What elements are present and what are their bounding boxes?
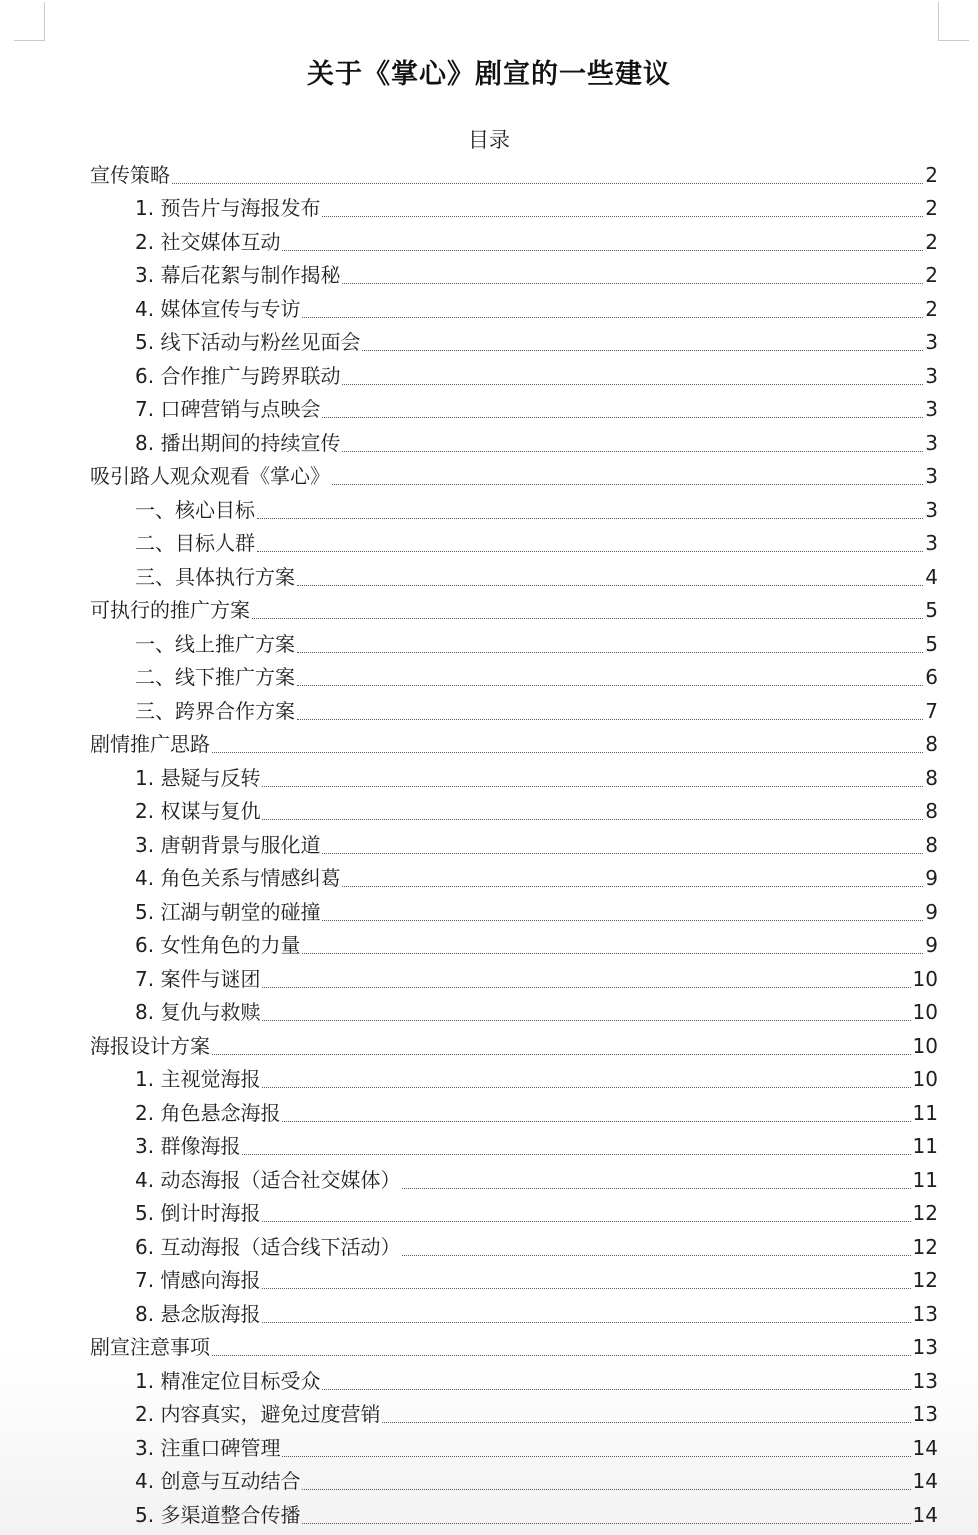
toc-subsection-entry[interactable]	[90, 1496, 938, 1530]
toc-page-number: 14	[912, 1502, 938, 1527]
toc-subsection-entry[interactable]	[90, 1228, 938, 1262]
toc-dot-leader	[282, 1121, 910, 1122]
toc-page-number: 8	[925, 799, 938, 823]
toc-page-number: 14	[912, 1435, 938, 1460]
toc-subsection-entry[interactable]	[90, 1429, 938, 1463]
toc-page-number: 13	[912, 1368, 938, 1393]
toc-dot-leader	[302, 1523, 910, 1524]
toc-entry-label: 4. 创意与互动结合	[135, 1469, 301, 1493]
toc-subsection-entry[interactable]	[90, 558, 938, 592]
toc-entry-label: 3. 群像海报	[135, 1134, 241, 1158]
toc-entry-label: 8. 播出期间的持续宣传	[135, 430, 341, 455]
toc-dot-leader	[282, 250, 923, 251]
toc-entry-label: 5. 线下活动与粉丝见面会	[135, 330, 361, 354]
toc-dot-leader	[262, 1221, 910, 1222]
toc-subsection-entry[interactable]	[90, 759, 938, 793]
toc-dot-leader	[302, 1489, 910, 1490]
toc-page-number: 6	[925, 665, 938, 689]
toc-entry-label: 2. 内容真实，避免过度营销	[135, 1402, 381, 1426]
toc-entry-label: 一、核心目标	[135, 497, 255, 522]
toc-page-number: 13	[912, 1301, 938, 1326]
toc-subsection-entry[interactable]	[90, 1161, 938, 1195]
toc-dot-leader	[262, 819, 923, 820]
toc-dot-leader	[302, 953, 923, 954]
toc-entry-label: 可执行的推广方案	[90, 598, 250, 622]
toc-entry-label: 2. 角色悬念海报	[135, 1100, 281, 1125]
toc-dot-leader	[322, 853, 923, 854]
toc-dot-leader	[262, 1288, 910, 1289]
toc-page-number: 2	[925, 162, 938, 187]
toc-entry-label: 4. 媒体宣传与专访	[135, 296, 301, 321]
toc-entry-label: 1. 精准定位目标受众	[135, 1368, 321, 1393]
toc-page-number: 3	[925, 363, 938, 388]
document-title: 关于《掌心》剧宣的一些建议	[307, 59, 671, 90]
crop-mark-top-right	[938, 2, 969, 41]
toc-dot-leader	[262, 987, 910, 988]
toc-subsection-entry[interactable]	[90, 257, 938, 291]
toc-dot-leader	[322, 216, 923, 217]
toc-page-number: 14	[912, 1469, 938, 1493]
toc-section-entry[interactable]	[90, 156, 938, 190]
toc-entry-label: 3. 注重口碑管理	[135, 1435, 281, 1460]
toc-page-number: 10	[912, 1067, 938, 1091]
toc-entry-label: 剧情推广思路	[90, 732, 210, 756]
toc-entry-label: 2. 权谋与复仇	[135, 799, 261, 823]
toc-page-number: 11	[912, 1134, 938, 1158]
toc-page-number: 4	[925, 564, 938, 589]
toc-page-number: 13	[912, 1335, 938, 1359]
toc-subsection-entry[interactable]	[90, 223, 938, 257]
toc-entry-label: 1. 预告片与海报发布	[135, 196, 321, 220]
toc-subsection-entry[interactable]	[90, 290, 938, 324]
toc-page-number: 8	[925, 765, 938, 790]
toc-entry-label: 海报设计方案	[90, 1033, 210, 1058]
toc-entry-label: 6. 合作推广与跨界联动	[135, 363, 341, 388]
toc-entry-label: 5. 江湖与朝堂的碰撞	[135, 899, 321, 924]
toc-dot-leader	[322, 417, 923, 418]
toc-subsection-entry[interactable]	[90, 1362, 938, 1396]
toc-entry-label: 8. 悬念版海报	[135, 1301, 261, 1326]
toc-entry-label: 7. 情感向海报	[135, 1268, 261, 1292]
toc-entry-label: 二、线下推广方案	[135, 665, 295, 689]
toc-dot-leader	[302, 317, 923, 318]
toc-dot-leader	[172, 183, 923, 184]
table-of-contents	[90, 156, 938, 1530]
toc-dot-leader	[402, 1188, 910, 1189]
toc-dot-leader	[297, 685, 923, 686]
toc-entry-label: 6. 女性角色的力量	[135, 933, 301, 957]
toc-subsection-entry[interactable]	[90, 1396, 938, 1430]
toc-page-number: 3	[925, 330, 938, 354]
toc-subsection-entry[interactable]	[90, 357, 938, 391]
toc-page-number: 2	[925, 196, 938, 220]
toc-subsection-entry[interactable]	[90, 1463, 938, 1497]
toc-entry-label: 6. 互动海报（适合线下活动）	[135, 1234, 401, 1259]
toc-page-number: 5	[925, 598, 938, 622]
toc-page-number: 11	[912, 1100, 938, 1125]
toc-dot-leader	[262, 1322, 910, 1323]
toc-subsection-entry[interactable]	[90, 692, 938, 726]
toc-page-number: 10	[912, 966, 938, 991]
toc-entry-label: 7. 案件与谜团	[135, 966, 261, 991]
toc-entry-label: 5. 多渠道整合传播	[135, 1502, 301, 1527]
toc-entry-label: 2. 社交媒体互动	[135, 229, 281, 254]
toc-page-number: 3	[925, 497, 938, 522]
toc-subsection-entry[interactable]	[90, 1061, 938, 1095]
toc-page-number: 3	[925, 531, 938, 555]
toc-section-entry[interactable]	[90, 592, 938, 626]
toc-dot-leader	[252, 618, 923, 619]
toc-dot-leader	[242, 1154, 910, 1155]
toc-page-number: 2	[925, 229, 938, 254]
toc-entry-label: 1. 主视觉海报	[135, 1067, 261, 1091]
toc-page-number: 12	[912, 1201, 938, 1225]
toc-subsection-entry[interactable]	[90, 994, 938, 1028]
toc-entry-label: 一、线上推广方案	[135, 631, 295, 656]
toc-entry-label: 宣传策略	[90, 162, 170, 187]
toc-subsection-entry[interactable]	[90, 324, 938, 358]
toc-dot-leader	[262, 786, 923, 787]
toc-subsection-entry[interactable]	[90, 659, 938, 693]
toc-page-number: 8	[925, 832, 938, 857]
toc-dot-leader	[212, 1355, 911, 1356]
toc-subsection-entry[interactable]	[90, 927, 938, 961]
toc-subsection-entry[interactable]	[90, 1094, 938, 1128]
toc-page-number: 8	[925, 732, 938, 756]
toc-dot-leader	[262, 1020, 910, 1021]
toc-page-number: 9	[925, 866, 938, 890]
toc-page-number: 3	[925, 397, 938, 421]
toc-entry-label: 4. 角色关系与情感纠葛	[135, 866, 341, 890]
toc-dot-leader	[262, 1087, 910, 1088]
toc-page-number: 9	[925, 899, 938, 924]
toc-page-number: 7	[925, 698, 938, 723]
toc-page-number: 9	[925, 933, 938, 957]
toc-entry-label: 三、跨界合作方案	[135, 698, 295, 723]
toc-section-entry[interactable]	[90, 1027, 938, 1061]
toc-dot-leader	[257, 551, 923, 552]
toc-subsection-entry[interactable]	[90, 491, 938, 525]
toc-dot-leader	[402, 1255, 910, 1256]
toc-page-number: 2	[925, 263, 938, 287]
toc-heading: 目录	[468, 128, 510, 152]
toc-page-number: 3	[925, 430, 938, 455]
toc-page-number: 5	[925, 631, 938, 656]
toc-subsection-entry[interactable]	[90, 1295, 938, 1329]
toc-dot-leader	[297, 719, 923, 720]
toc-dot-leader	[322, 1389, 910, 1390]
toc-subsection-entry[interactable]	[90, 1262, 938, 1296]
toc-subsection-entry[interactable]	[90, 391, 938, 425]
toc-page-number: 12	[912, 1234, 938, 1259]
toc-subsection-entry[interactable]	[90, 1128, 938, 1162]
toc-entry-label: 7. 口碑营销与点映会	[135, 397, 321, 421]
toc-entry-label: 剧宣注意事项	[90, 1335, 210, 1359]
toc-subsection-entry[interactable]	[90, 424, 938, 458]
toc-page-number: 13	[912, 1402, 938, 1426]
toc-page-number: 3	[925, 464, 938, 488]
toc-subsection-entry[interactable]	[90, 893, 938, 927]
toc-section-entry[interactable]	[90, 458, 938, 492]
toc-subsection-entry[interactable]	[90, 1195, 938, 1229]
toc-section-entry[interactable]	[90, 726, 938, 760]
toc-entry-label: 吸引路人观众观看《掌心》	[90, 464, 330, 488]
toc-page-number: 10	[912, 1000, 938, 1024]
toc-dot-leader	[342, 384, 923, 385]
toc-entry-label: 3. 幕后花絮与制作揭秘	[135, 263, 341, 287]
toc-section-entry[interactable]	[90, 1329, 938, 1363]
toc-page-number: 2	[925, 296, 938, 321]
toc-dot-leader	[382, 1422, 910, 1423]
toc-entry-label: 5. 倒计时海报	[135, 1201, 261, 1225]
toc-dot-leader	[332, 484, 923, 485]
toc-subsection-entry[interactable]	[90, 793, 938, 827]
toc-dot-leader	[342, 886, 923, 887]
toc-page-number: 11	[912, 1167, 938, 1192]
toc-dot-leader	[212, 1054, 911, 1055]
toc-subsection-entry[interactable]	[90, 960, 938, 994]
toc-subsection-entry[interactable]	[90, 826, 938, 860]
toc-entry-label: 8. 复仇与救赎	[135, 1000, 261, 1024]
toc-dot-leader	[342, 283, 923, 284]
toc-dot-leader	[322, 920, 923, 921]
toc-dot-leader	[362, 350, 923, 351]
toc-dot-leader	[342, 451, 923, 452]
toc-subsection-entry[interactable]	[90, 860, 938, 894]
toc-subsection-entry[interactable]	[90, 190, 938, 224]
toc-entry-label: 1. 悬疑与反转	[135, 765, 261, 790]
toc-entry-label: 4. 动态海报（适合社交媒体）	[135, 1167, 401, 1192]
toc-dot-leader	[297, 652, 923, 653]
toc-dot-leader	[257, 518, 923, 519]
crop-mark-top-left	[14, 2, 45, 41]
toc-dot-leader	[297, 585, 923, 586]
toc-page-number: 10	[912, 1033, 938, 1058]
toc-subsection-entry[interactable]	[90, 525, 938, 559]
toc-dot-leader	[212, 752, 923, 753]
toc-dot-leader	[282, 1456, 910, 1457]
toc-entry-label: 三、具体执行方案	[135, 564, 295, 589]
toc-entry-label: 3. 唐朝背景与服化道	[135, 832, 321, 857]
toc-page-number: 12	[912, 1268, 938, 1292]
toc-entry-label: 二、目标人群	[135, 531, 255, 555]
toc-subsection-entry[interactable]	[90, 625, 938, 659]
